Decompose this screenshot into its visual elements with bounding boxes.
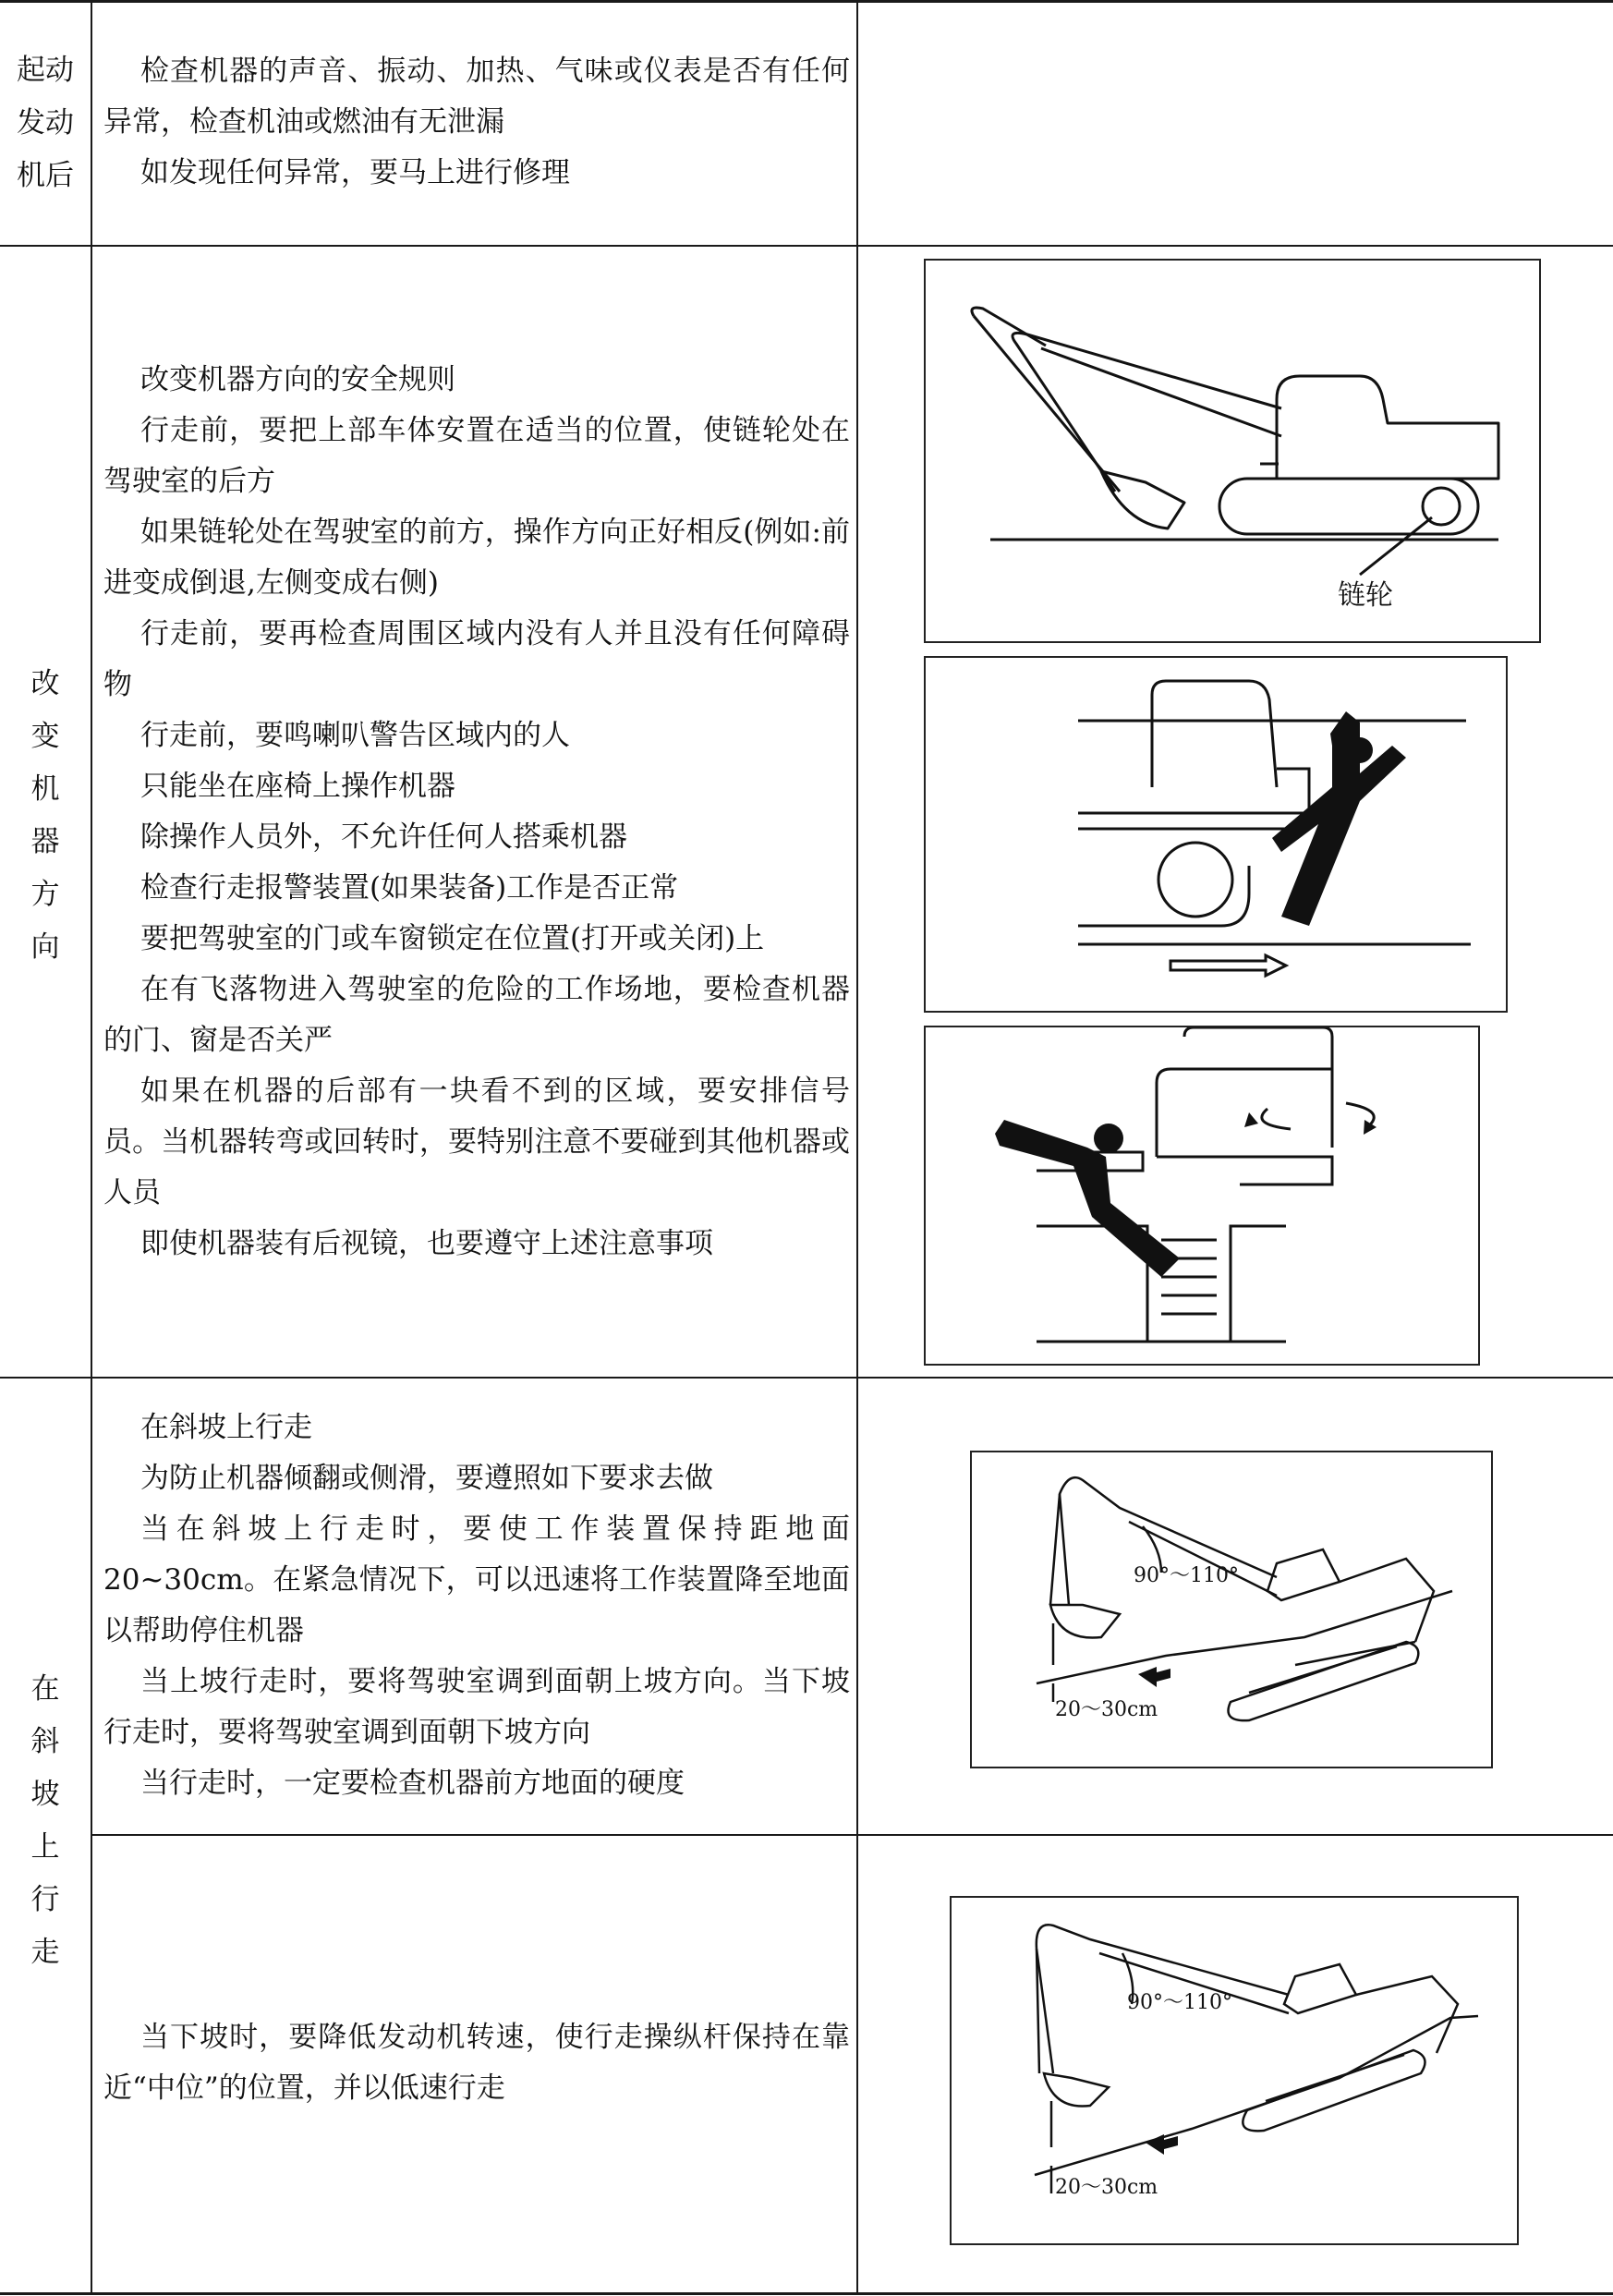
angle-label: 90°～110°	[1127, 1991, 1232, 2014]
travel-arrow	[1138, 1667, 1170, 1687]
figure-person-at-swing	[924, 1026, 1480, 1366]
category-char: 器	[30, 825, 60, 858]
track-hazard-illustration	[926, 658, 1506, 1011]
height-label: 20～30cm	[1055, 1698, 1158, 1721]
paragraph: 行走前，要再检查周围区域内没有人并且没有任何障碍物	[103, 617, 850, 701]
sprocket-label: 链轮	[1338, 579, 1393, 612]
category-char: 坡	[30, 1778, 60, 1811]
category-change-direction	[0, 658, 91, 974]
table-top-border	[0, 0, 1613, 3]
paragraph: 除操作人员外，不允许任何人搭乘机器	[140, 820, 627, 854]
paragraph: 行走前，要鸣喇叭警告区域内的人	[140, 719, 570, 752]
category-char: 方	[30, 878, 60, 911]
paragraph: 当在斜坡上行走时，要使工作装置保持距地面20~30cm。在紧急情况下，可以迅速将工作装置降至地面以帮助停住机器	[103, 1512, 850, 1647]
figure-slope-uphill	[970, 1451, 1493, 1768]
paragraph: 当下坡时，要降低发动机转速，使行走操纵杆保持在靠近“中位”的位置，并以低速行走	[103, 2021, 850, 2105]
table-bottom-border	[0, 2292, 1613, 2295]
text-after-start	[103, 46, 850, 199]
paragraph: 检查行走报警装置(如果装备)工作是否正常	[140, 871, 679, 905]
paragraph: 当上坡行走时，要将驾驶室调到面朝上坡方向。当下坡行走时，要将驾驶室调到面朝下坡方向	[103, 1665, 850, 1749]
angle-label: 90°～110°	[1134, 1564, 1239, 1587]
figure-person-at-track	[924, 656, 1508, 1013]
paragraph: 行走前，要把上部车体安置在适当的位置，使链轮处在驾驶室的后方	[103, 414, 850, 498]
category-char: 变	[30, 720, 60, 753]
paragraph: 在有飞落物进入驾驶室的危险的工作场地，要检查机器的门、窗是否关严	[103, 973, 850, 1057]
slope-downhill-illustration	[952, 1898, 1517, 2243]
category-char: 发动	[17, 106, 74, 140]
figure-excavator-sprocket	[924, 259, 1541, 643]
text-change-direction	[103, 355, 850, 1269]
category-char: 起动	[17, 54, 74, 87]
sub-row-divider	[91, 1834, 1613, 1836]
paragraph: 即使机器装有后视镜，也要遵守上述注意事项	[140, 1227, 713, 1260]
category-char: 斜	[30, 1725, 60, 1758]
travel-arrow	[1146, 2134, 1178, 2155]
figure-slope-downhill	[950, 1896, 1519, 2245]
category-after-start	[0, 44, 91, 202]
category-char: 改	[30, 667, 60, 700]
paragraph: 改变机器方向的安全规则	[140, 363, 455, 396]
height-label: 20～30cm	[1055, 2176, 1158, 2199]
category-char: 行	[30, 1883, 60, 1916]
paragraph: 要把驾驶室的门或车窗锁定在位置(打开或关闭)上	[140, 922, 765, 955]
row-divider-1	[0, 245, 1613, 247]
excavator-sprocket-illustration	[926, 261, 1539, 641]
paragraph: 当行走时，一定要检查机器前方地面的硬度	[140, 1767, 685, 1800]
paragraph: 如果链轮处在驾驶室的前方，操作方向正好相反(例如:前进变成倒退,左侧变成右侧)	[103, 516, 850, 600]
paragraph: 检查机器的声音、振动、加热、气味或仪表是否有任何异常，检查机油或燃油有无泄漏	[103, 55, 850, 139]
paragraph: 为防止机器倾翻或侧滑，要遵照如下要求去做	[140, 1462, 713, 1495]
text-slope-uphill	[103, 1403, 850, 1809]
category-char: 在	[30, 1672, 60, 1706]
column-divider-1	[91, 0, 92, 2295]
slope-uphill-illustration	[972, 1452, 1491, 1767]
paragraph: 在斜坡上行走	[140, 1411, 312, 1444]
text-slope-downhill	[103, 2012, 850, 2114]
category-slope-travel	[0, 1663, 91, 1979]
category-char: 机	[30, 772, 60, 806]
column-divider-2	[856, 0, 858, 2295]
swing-hazard-illustration	[926, 1027, 1478, 1364]
category-char: 向	[30, 930, 60, 964]
category-char: 走	[30, 1936, 60, 1969]
category-char: 上	[30, 1830, 60, 1864]
paragraph: 如发现任何异常，要马上进行修理	[140, 156, 570, 189]
paragraph: 如果在机器的后部有一块看不到的区域，要安排信号员。当机器转弯或回转时，要特别注意不要碰到其他机器或人员	[103, 1075, 850, 1209]
row-divider-2	[0, 1377, 1613, 1379]
category-char: 机后	[17, 159, 74, 192]
paragraph: 只能坐在座椅上操作机器	[140, 770, 455, 803]
